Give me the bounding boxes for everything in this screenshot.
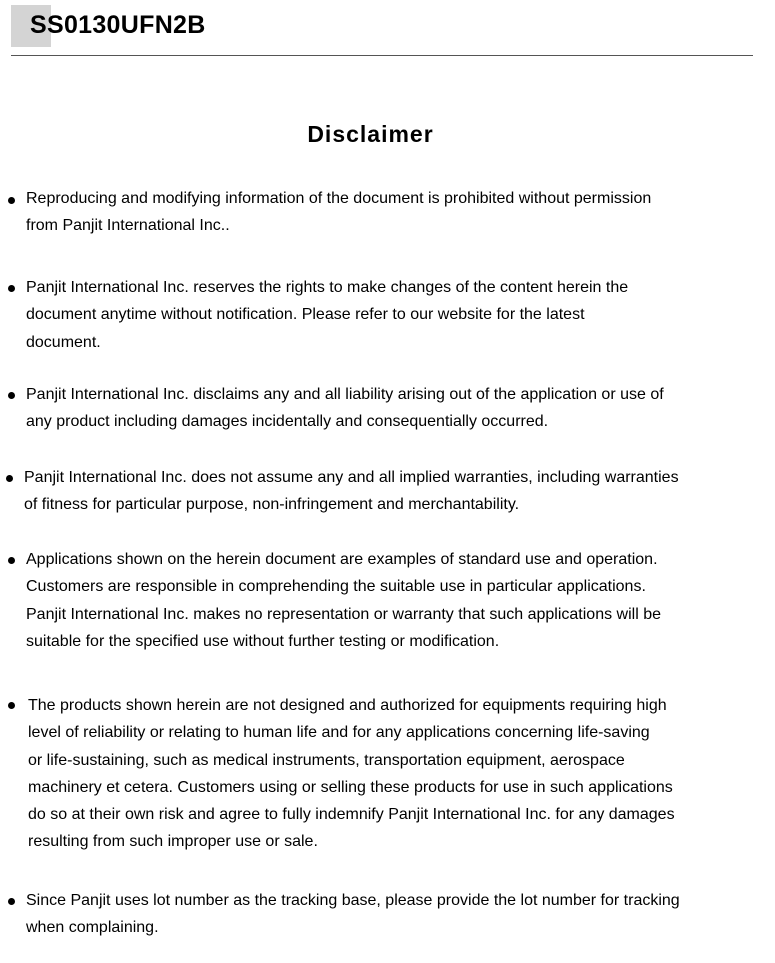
page-title: Disclaimer [307,121,434,147]
disclaimer-text: Panjit International Inc. does not assume any and all implied warranties, including warranties of fitness for particular purpose, non-infringement and merchantability. [24,469,679,514]
disclaimer-text: Applications shown on the herein document are examples of standard use and operation. Customers are responsible in comprehending the suitable use in particular applications. Panjit International Inc. makes no representation or warranty that such applications will be suitable for the specified use without further testing or modification. [26,551,662,650]
bullet-icon [8,392,15,399]
disclaimer-text: Panjit International Inc. reserves the rights to make changes of the content herein the document anytime without notification. Please refer to our website for the latest document. [26,279,629,351]
header-divider [11,55,753,56]
bullet-icon [8,285,15,292]
bullet-icon [8,197,15,204]
bullet-icon [8,702,15,709]
part-number: SS0130UFN2B [30,11,206,39]
disclaimer-text: Since Panjit uses lot number as the tracking base, please provide the lot number for tracking when complaining. [26,892,680,937]
disclaimer-text: The products shown herein are not designed and authorized for equipments requiring high level of reliability or relating to human life and for any applications concerning life-saving or life-sustaining, such as medical instruments, transportation equipment, aerospace machinery et cetera. Customers using or selling these products for use in such applications do so at their own risk and agree to fully indemnify Panjit International Inc. for any damages resulting from such improper use or sale. [28,697,675,851]
disclaimer-text: Panjit International Inc. disclaims any and all liability arising out of the application or use of any product including damages incidentally and consequentially occurred. [26,386,664,431]
bullet-icon [8,898,15,905]
disclaimer-text: Reproducing and modifying information of the document is prohibited without permission from Panjit International Inc.. [26,190,652,235]
bullet-icon [6,475,13,482]
bullet-icon [8,557,15,564]
